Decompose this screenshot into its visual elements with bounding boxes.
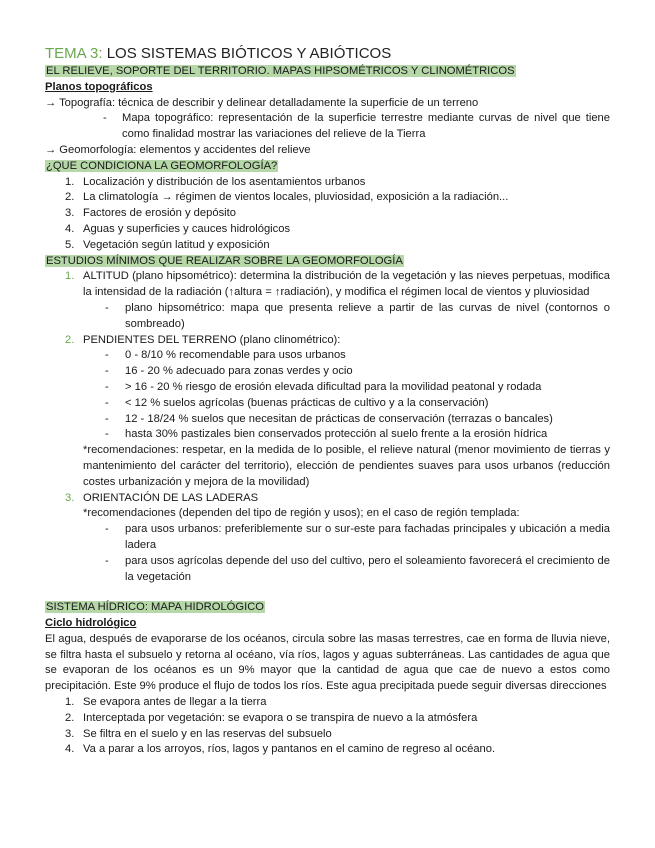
list-item: 1. Localización y distribución de los asentamientos urbanos bbox=[65, 175, 366, 188]
section-heading-relieve: EL RELIEVE, SOPORTE DEL TERRITORIO. MAPAS HIPSOMÉTRICOS Y CLINOMÉTRICOS bbox=[46, 65, 515, 77]
orientacion-item: - para usos urbanos: preferiblemente sur o sur-este para fachadas principales y ubicación a media ladera bbox=[105, 523, 610, 551]
list-item: 2. Interceptada por vegetación: se evapora o se transpira de nuevo a la atmósfera bbox=[65, 711, 478, 724]
ciclo-list bbox=[45, 695, 610, 758]
condiciona-heading: ¿QUE CONDICIONA LA GEOMORFOLOGÍA? bbox=[46, 159, 278, 172]
planos-title: Planos topográficos bbox=[45, 80, 153, 93]
document-page bbox=[45, 44, 610, 758]
list-item: 3. Factores de erosión y depósito bbox=[65, 207, 236, 220]
list-item-orientacion: 3. ORIENTACIÓN DE LAS LADERAS bbox=[65, 491, 259, 504]
estudios-list bbox=[45, 269, 610, 585]
list-item: 4. Va a parar a los arroyos, ríos, lagos y pantanos en el camino de regreso al océano. bbox=[65, 743, 496, 756]
pendiente-item: - 0 - 8/10 % recomendable para usos urbanos bbox=[105, 349, 346, 362]
pendiente-item: - 12 - 18/24 % suelos que necesitan de prácticas de conservación (terrazas o bancales) bbox=[105, 412, 553, 425]
recomendaciones-orientacion: *recomendaciones (dependen del tipo de región y usos); en el caso de región templada: bbox=[83, 507, 520, 520]
page-title bbox=[45, 44, 610, 64]
list-item-pendientes: 2. PENDIENTES DEL TERRENO (plano clinométrico): bbox=[65, 333, 341, 346]
topografia-line: → Topografía: técnica de describir y delinear detalladamente la superficie de un terreno bbox=[45, 96, 479, 109]
pendiente-item: - > 16 - 20 % riesgo de erosión elevada dificultad para la movilidad peatonal y rodada bbox=[105, 380, 542, 393]
estudios-heading: ESTUDIOS MÍNIMOS QUE REALIZAR SOBRE LA GEOMORFOLOGÍA bbox=[46, 254, 403, 267]
list-item: 2. La climatología → régimen de vientos locales, pluviosidad, exposición a la radiación... bbox=[65, 191, 509, 204]
title-number: TEMA 3: bbox=[45, 45, 103, 62]
list-item: 5. Vegetación según latitud y exposición bbox=[65, 238, 270, 251]
list-item: 3. Se filtra en el suelo y en las reservas del subsuelo bbox=[65, 727, 332, 740]
ciclo-paragraph: El agua, después de evaporarse de los océanos, circula sobre las masas terrestres, cae en forma de lluvia nieve, se filtra hasta el subsuelo y retorna al océano, vía ríos, lagos y aguas subterráneas. Las cantidades de agua que se evaporan de los océanos es un 9% mayor que la cantidad de agua que cae de nuevo a estos como precipitación. Este 9% produce el flujo de todos los ríos. Este agua precipitada puede seguir diversas direcciones bbox=[45, 632, 610, 693]
list-item: 1. Se evapora antes de llegar a la tierra bbox=[65, 696, 267, 709]
pendiente-item: - 16 - 20 % adecuado para zonas verdes y ocio bbox=[105, 365, 353, 378]
list-item: 4. Aguas y superficies y cauces hidrológicos bbox=[65, 222, 291, 235]
pendiente-item: - < 12 % suelos agrícolas (buenas prácticas de cultivo y a la conservación) bbox=[105, 396, 489, 409]
condiciona-list bbox=[45, 175, 610, 254]
pendiente-item: - hasta 30% pastizales bien conservados protección al suelo frente a la erosión hídrica bbox=[105, 428, 548, 441]
title-text: LOS SISTEMAS BIÓTICOS Y ABIÓTICOS bbox=[106, 45, 392, 62]
altitud-sub-item: - plano hipsométrico: mapa que presenta relieve a partir de las curvas de nivel (contornos o sombreado) bbox=[105, 301, 610, 330]
ciclo-title: Ciclo hidrológico bbox=[45, 617, 137, 630]
list-item-altitud: 1. ALTITUD (plano hipsométrico): determina la distribución de la vegetación y las nieves perpetuas, modifica la intensidad de la radiación (↑altura = ↑radiación), y modifica el régimen local de vientos y pluviosidad bbox=[65, 270, 610, 299]
section-heading-hidrico: SISTEMA HÍDRICO: MAPA HIDROLÓGICO bbox=[46, 601, 264, 614]
recomendaciones-pendientes: *recomendaciones: respetar, en la medida de lo posible, el relieve natural (menor movimiento de tierras y mantenimiento del carácter del territorio), elección de pendientes suaves para usos urbanos (reducción costes urbanización y mejora de la movilidad) bbox=[83, 444, 610, 488]
mapa-topografico-item: - Mapa topográfico: representación de la superficie terrestre mediante curvas de nivel que tiene como finalidad mostrar las variaciones del relieve de la Tierra bbox=[103, 112, 610, 141]
orientacion-item: - para usos agrícolas depende del uso del cultivo, pero el soleamiento favorecerá el crecimiento de la vegetación bbox=[105, 554, 610, 583]
geomorfologia-line: → Geomorfología: elementos y accidentes del relieve bbox=[45, 143, 311, 156]
